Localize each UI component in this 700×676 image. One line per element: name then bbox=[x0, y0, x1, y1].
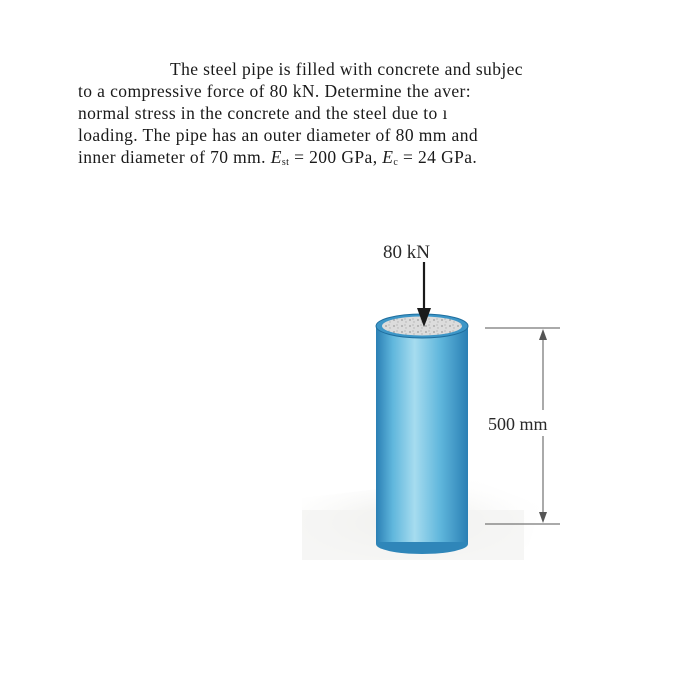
concrete-modulus-symbol: E bbox=[382, 147, 394, 167]
length-label: 500 mm bbox=[488, 414, 548, 434]
dimension-arrow-bottom bbox=[539, 512, 547, 523]
problem-line-4: loading. The pipe has an outer diameter of 80 mm and bbox=[78, 125, 479, 145]
problem-line-5-prefix: inner diameter of 70 mm. bbox=[78, 147, 271, 167]
steel-modulus-subscript: st bbox=[281, 157, 290, 168]
problem-line-2: to a compressive force of 80 kN. Determine the aver: bbox=[78, 81, 472, 101]
problem-line-1: The steel pipe is filled with concrete and subjec bbox=[170, 59, 523, 79]
concrete-modulus-value: = 24 GPa. bbox=[398, 147, 478, 167]
steel-modulus-value: = 200 GPa, bbox=[289, 147, 383, 167]
problem-line-3: normal stress in the concrete and the steel due to ı bbox=[78, 103, 448, 123]
load-label: 80 kN bbox=[383, 242, 430, 263]
concrete-modulus-subscript: c bbox=[393, 157, 399, 168]
dimension-arrow-top bbox=[539, 329, 547, 340]
steel-modulus-symbol: E bbox=[270, 147, 282, 167]
